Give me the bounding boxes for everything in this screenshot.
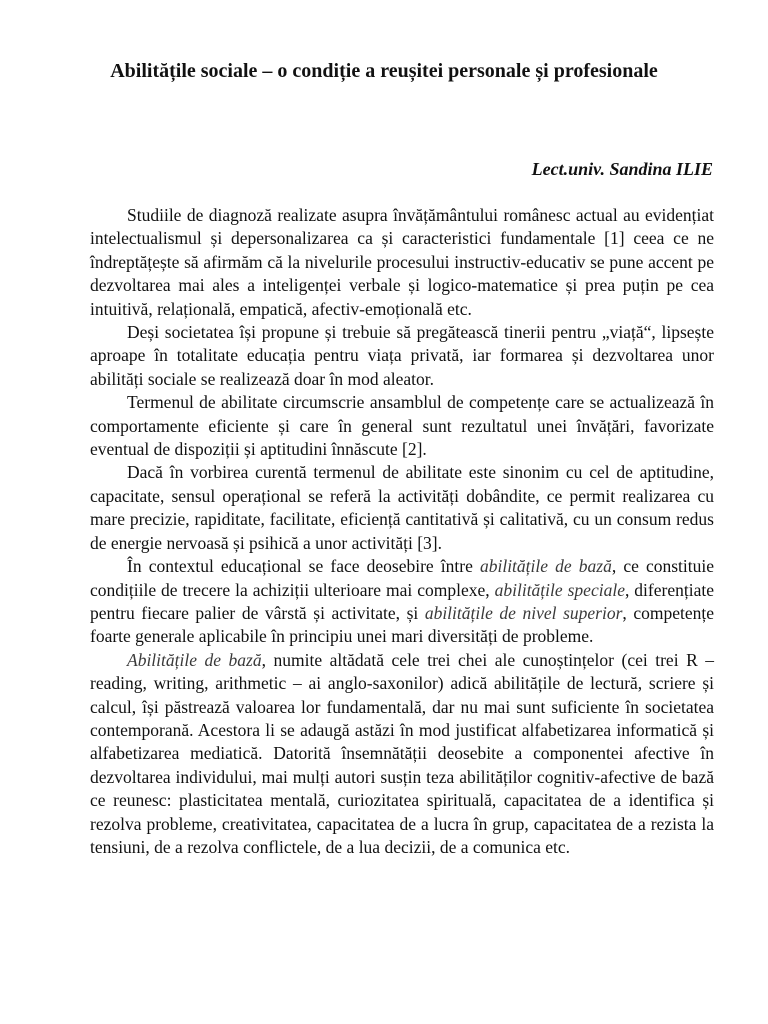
paragraph-5-text-3: , diferențiate pentru fiecare palier de vârstă și activitate, și <box>90 579 714 623</box>
paragraph-6 <box>90 649 714 860</box>
paragraph-5-text-2: , ce constituie condițiile de trecere la achiziții ulterioare mai complexe, <box>90 556 715 600</box>
term-special-abilities: abilitățile speciale <box>494 579 625 600</box>
paragraph-2: Deși societatea își propune și trebuie să pregătească tinerii pentru „viață“, lipsește aproape în totalitate educația pentru viața privată, iar formarea și dezvoltarea unor abilități sociale se realizează doar în mod aleator. <box>90 322 714 389</box>
paragraph-5-text-4: , competențe foarte generale aplicabile în principiu unei mari diversități de probleme. <box>90 602 715 647</box>
author-line: Lect.univ. Sandina ILIE <box>531 159 713 179</box>
paragraph-5-text-1: În contextul educațional se face deosebire între <box>127 556 480 577</box>
term-basic-abilities-2: Abilitățile de bază <box>127 649 262 670</box>
document-title: Abilitățile sociale – o condiție a reușitei personale și profesionale <box>110 60 658 82</box>
paragraph-5 <box>90 555 714 649</box>
document-body <box>90 204 714 859</box>
term-basic-abilities: abilitățile de bază <box>479 556 612 577</box>
paragraph-6-text-1: , numite altădată cele trei chei ale cunoștințelor (cei trei R – reading, writing, arithmetic – ai anglo-saxonilor) adică abilitățile de lectură, scriere și calcul, își păstrează valoarea lor fundamentală, dar nu mai sunt suficiente în societatea contemporană. Acestora li se adaugă astăzi în mod justificat alfabetizarea informatică și alfabetizarea mediatică. Datorită însemnătății deosebite a componentei afective în dezvoltarea individului, mai mulți autori susțin teza abilităților cognitiv-afective de bază ce reunesc: plasticitatea mentală, curiozitatea spirituală, capacitatea de a identifica și rezolva probleme, creativitatea, capacitatea de a lucra în grup, capacitatea de a rezista la tensiuni, de a rezolva conflictele, de a lua decizii, de a comunica etc. <box>90 649 715 857</box>
paragraph-4: Dacă în vorbirea curentă termenul de abilitate este sinonim cu cel de aptitudine, capacitate, sensul operațional se referă la activități dobândite, ce permit realizarea cu mare precizie, rapiditate, facilitate, eficiență cantitativă și calitativă, cu un consum redus de energie nervoasă și psihică a unor activități [3]. <box>90 462 714 553</box>
paragraph-3: Termenul de abilitate circumscrie ansamblul de competențe care se actualizează în comportamente eficiente și care în general sunt rezultatul unei învățări, favorizate eventual de dispoziții și aptitudini înnăscute [2]. <box>90 392 714 460</box>
paragraph-1: Studiile de diagnoză realizate asupra învățământului românesc actual au evidențiat intelectualismul și depersonalizarea ca și caracteristici fundamentale [1] ceea ce ne îndreptățește să afirmăm că la nivelurile procesului instructiv-educativ se pune accent pe dezvoltarea mai ales a inteligenței verbale și logico-matematice și prea puțin pe cea intuitivă, relațională, empatică, afectiv-emoțională etc. <box>90 205 714 319</box>
term-higher-level-abilities: abilitățile de nivel superior <box>424 602 623 623</box>
